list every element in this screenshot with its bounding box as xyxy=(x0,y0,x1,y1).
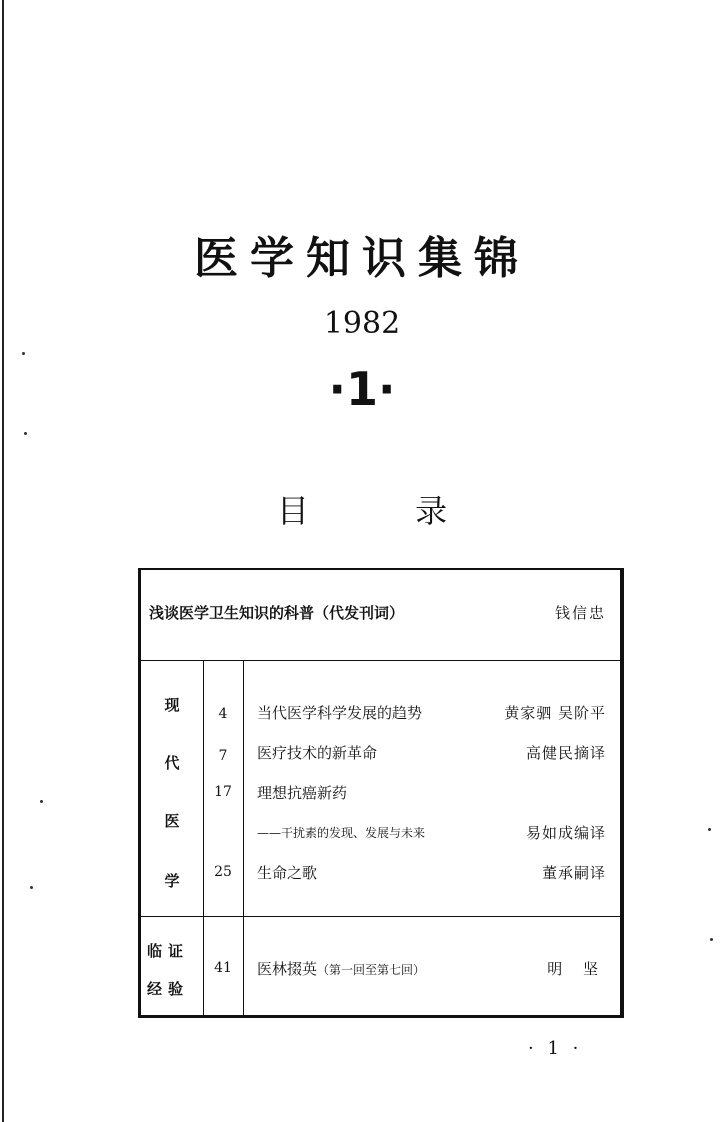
toc-entry-title: 医林掇英 xyxy=(257,960,318,978)
section-label-char: 代 xyxy=(164,754,180,772)
journal-title: 医学知识集锦 xyxy=(194,233,530,284)
section-label-char: 现 xyxy=(164,696,180,714)
toc-entry-title-note: （第一回至第七回） xyxy=(317,963,426,977)
section-label-line: 临证 xyxy=(147,942,190,960)
table-of-contents xyxy=(138,568,624,1018)
contents-heading: 目 录 xyxy=(276,492,496,530)
toc-top-entry[interactable] xyxy=(141,570,620,661)
toc-entry-subtitle-text: ——干扰素的发现、发展与未来 xyxy=(257,826,426,840)
scan-speck xyxy=(22,352,25,355)
toc-entry-title-wrap xyxy=(257,958,425,979)
page-number: 4 xyxy=(218,706,228,722)
section-label-char: 学 xyxy=(164,872,180,890)
toc-entry-author: 明 坚 xyxy=(547,960,606,978)
toc-entry-author: 钱信忠 xyxy=(554,604,606,622)
issue-number: ·1· xyxy=(328,362,396,416)
page-number: 17 xyxy=(214,784,232,800)
journal-year: 1982 xyxy=(323,306,401,341)
toc-entry-author: 易如成编译 xyxy=(525,824,606,842)
toc-section-modern-medicine xyxy=(141,660,620,917)
page-number-column xyxy=(203,916,244,1015)
toc-entry-title: 浅谈医学卫生知识的科普（代发刊词） xyxy=(149,604,405,622)
page-number-column xyxy=(203,660,244,916)
page-number: 25 xyxy=(214,864,232,880)
toc-entry-title: 当代医学科学发展的趋势 xyxy=(257,704,423,722)
scan-speck xyxy=(708,828,711,831)
scan-speck xyxy=(40,800,43,803)
toc-entry-title: 医疗技术的新革命 xyxy=(257,744,378,762)
page-number: 7 xyxy=(218,748,228,764)
page-number-footer: · 1 · xyxy=(528,1038,583,1059)
section-label-line: 经验 xyxy=(147,980,190,998)
toc-section-clinical-experience xyxy=(141,916,620,1015)
toc-entry-author: 董承嗣译 xyxy=(541,864,606,882)
section-label-char: 医 xyxy=(164,812,180,830)
page-number: 41 xyxy=(214,960,232,976)
toc-entry-author: 高健民摘译 xyxy=(525,744,606,762)
page-edge-rule xyxy=(2,0,4,1122)
toc-entry-author: 黄家驷 吴阶平 xyxy=(504,704,606,722)
scan-speck xyxy=(24,432,27,435)
scan-speck xyxy=(30,886,33,889)
section-label-clinical-experience xyxy=(141,916,204,1015)
toc-entry-title: 生命之歌 xyxy=(257,864,318,882)
section-label-modern-medicine xyxy=(141,660,204,916)
scan-speck xyxy=(710,938,713,941)
toc-entry-title: 理想抗癌新药 xyxy=(257,784,348,802)
